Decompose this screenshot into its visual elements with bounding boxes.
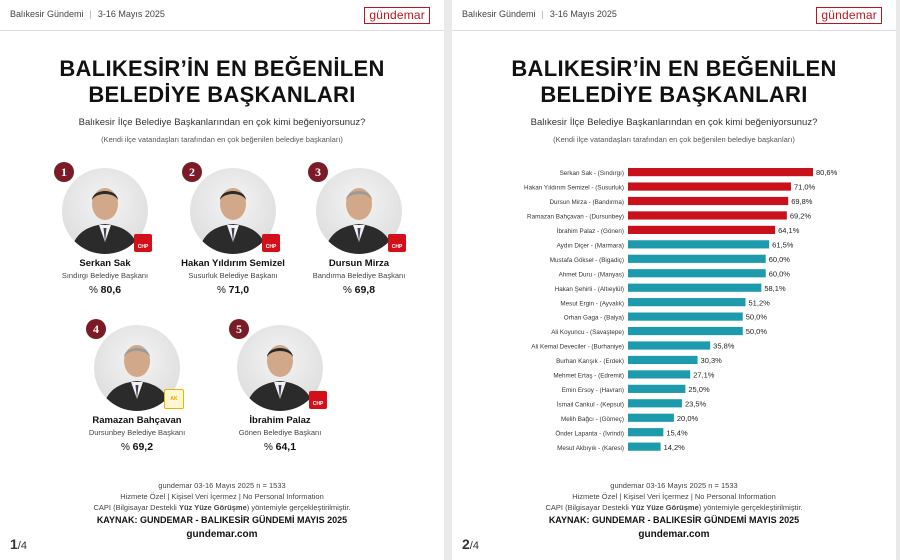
bar — [628, 327, 743, 335]
bar — [628, 182, 791, 190]
bar-category-label: Aydın Diçer - (Marmara) — [556, 242, 624, 250]
mayor-name: Dursun Mirza — [328, 258, 390, 269]
mayor-role: Bandırma Belediye Başkanı — [312, 271, 406, 280]
survey-note: (Kendi ilçe vatandaşları tarafından en çok beğenilen belediye başkanları) — [553, 135, 795, 144]
bar-category-label: Hakan Yıldırım Semizel - (Susurluk) — [524, 184, 624, 192]
chp-logo-icon: CHP — [309, 391, 327, 409]
footer-privacy: Hizmete Özel | Kişisel Veri İçermez | No Personal Information — [120, 492, 324, 501]
mayor-card — [215, 322, 345, 453]
bar — [628, 284, 761, 292]
bar-category-label: Serkan Sak - (Sındırgı) — [559, 170, 624, 178]
mayor-photo — [236, 322, 324, 411]
bar — [628, 240, 769, 248]
bar-category-label: Mesut Akbıyık - (Karesi) — [557, 444, 624, 452]
mayor-score: % 71,0 — [216, 284, 250, 296]
bar-category-label: Melih Bağcı - (Gömeç) — [561, 415, 624, 423]
footer — [0, 480, 444, 540]
bar — [628, 298, 746, 306]
gundemar-logo: gündemar — [364, 7, 430, 24]
bar-value-label: 61,5% — [772, 240, 794, 250]
mayor-name: Ramazan Bahçavan — [92, 415, 182, 426]
mayor-card — [40, 165, 170, 296]
bar-value-label: 23,5% — [684, 399, 707, 409]
bar-value-label: 80,6% — [816, 168, 838, 178]
footer-site[interactable]: gundemar.com — [186, 529, 258, 540]
bar-value-label: 64,1% — [778, 226, 800, 235]
bar — [628, 399, 682, 407]
footer-source: KAYNAK: GUNDEMAR - BALIKESİR GÜNDEMİ MAYIS 2025 — [548, 515, 800, 525]
bar-category-label: Mesut Ergin - (Ayvalık) — [560, 300, 624, 308]
bar-value-label: 15,4% — [666, 428, 688, 438]
bar-chart — [452, 160, 896, 480]
bar-category-label: Önder Lapanta - (İvrindi) — [555, 430, 624, 438]
mayor-role: Gönen Belediye Başkanı — [238, 428, 322, 437]
bar-value-label: 69,8% — [791, 197, 813, 207]
bar-category-label: Orhan Gaga - (Balya) — [563, 314, 624, 322]
bar-category-label: Mustafa Göksel - (Bigadiç) — [549, 256, 624, 264]
bar-value-label: 60,0% — [768, 254, 790, 264]
bar-value-label: 14,2% — [663, 442, 685, 452]
page-title: BALIKESİR’İN EN BEĞENİLEN BELEDİYE BAŞKANLARI — [59, 56, 385, 107]
bar — [628, 255, 766, 263]
bar-value-label: 30,3% — [700, 356, 722, 366]
bar — [628, 414, 674, 422]
mayor-role: Sındırgı Belediye Başkanı — [61, 271, 149, 280]
akp-logo-icon: AK — [164, 389, 184, 409]
footer — [452, 480, 896, 540]
bar-category-label: Dursun Mirza - (Bandırma) — [549, 199, 624, 207]
header-bar — [452, 0, 896, 31]
mayor-score: % 69,2 — [120, 441, 154, 453]
page-1 — [0, 0, 444, 560]
mayor-photo — [93, 322, 180, 411]
footer-source: KAYNAK: GUNDEMAR - BALIKESİR GÜNDEMİ MAYIS 2025 — [96, 515, 348, 525]
chp-logo-icon: CHP — [388, 234, 406, 252]
page-title: BALIKESİR’İN EN BEĞENİLEN BELEDİYE BAŞKANLARI — [511, 56, 837, 107]
bar — [628, 428, 663, 436]
footer-meta: gundemar 03-16 Mayıs 2025 n = 1533 — [158, 481, 286, 490]
bar — [628, 211, 787, 219]
mayor-photo — [61, 165, 149, 254]
rank-badge: 4 — [86, 319, 106, 339]
mayor-score: % 69,8 — [342, 284, 376, 296]
footer-method: CAPI (Bilgisayar Destekli Yüz Yüze Görüşme) yöntemiyle gerçekleştirilmiştir. — [545, 503, 803, 512]
mayor-name: Serkan Sak — [79, 258, 131, 269]
mayor-photo — [189, 165, 277, 254]
rank-badge: 1 — [54, 162, 74, 182]
mayor-role: Susurluk Belediye Başkanı — [188, 271, 278, 280]
gundemar-logo: gündemar — [816, 7, 882, 24]
mayor-photo — [315, 165, 403, 254]
footer-privacy: Hizmete Özel | Kişisel Veri İçermez | No Personal Information — [572, 492, 776, 501]
bar-value-label: 69,2% — [789, 211, 812, 221]
bar-category-label: Mehmet Ertaş - (Edremit) — [553, 372, 624, 380]
header-bar — [0, 0, 444, 31]
bar — [628, 226, 775, 234]
bar — [628, 341, 710, 349]
footer-method: CAPI (Bilgisayar Destekli Yüz Yüze Görüşme) yöntemiyle gerçekleştirilmiştir. — [93, 503, 351, 512]
rank-badge: 2 — [182, 162, 202, 182]
mayor-score: % 80,6 — [88, 284, 122, 296]
bar — [628, 385, 685, 393]
bar-value-label: 50,0% — [745, 327, 768, 337]
bar-category-label: İsmail Cankul - (Kepsut) — [556, 401, 624, 409]
footer-meta: gundemar 03-16 Mayıs 2025 n = 1533 — [610, 481, 738, 490]
mayor-name: İbrahim Palaz — [249, 415, 311, 426]
page-2 — [452, 0, 896, 560]
mayor-card — [168, 165, 298, 296]
survey-question: Balıkesir İlçe Belediye Başkanlarından en çok kimi beğeniyorsunuz? — [530, 117, 818, 128]
page-indicator: 2/4 — [462, 536, 479, 552]
bar — [628, 168, 813, 176]
bar-category-label: Ramazan Bahçavan - (Dursunbey) — [527, 213, 624, 221]
mayor-card — [294, 165, 424, 296]
bar-category-label: Emin Ersoy - (Havran) — [561, 386, 624, 394]
page-indicator: 1/4 — [10, 536, 27, 552]
bar-category-label: Burhan Karışık - (Erdek) — [556, 358, 624, 366]
bar-category-label: Hakan Şehirli - (Altıeylül) — [554, 285, 624, 293]
bar-value-label: 58,1% — [764, 283, 786, 293]
bar — [628, 370, 690, 378]
mayor-name: Hakan Yıldırım Semizel — [181, 258, 285, 269]
footer-site[interactable]: gundemar.com — [638, 529, 710, 540]
mayor-score: % 64,1 — [263, 441, 297, 453]
bar-category-label: Ali Kemal Deveciler - (Burhaniye) — [531, 343, 624, 351]
bar-value-label: 71,0% — [793, 182, 816, 192]
bar-category-label: Ali Koyuncu - (Savaştepe) — [551, 329, 624, 337]
survey-note: (Kendi ilçe vatandaşları tarafından en çok beğenilen belediye başkanları) — [101, 135, 343, 144]
bar-value-label: 25,0% — [688, 384, 710, 394]
bar-value-label: 35,8% — [713, 341, 735, 351]
mayor-card — [72, 322, 202, 453]
header-brand: Balıkesir Gündemi | 3-16 Mayıs 2025 — [462, 9, 617, 19]
bar-value-label: 60,0% — [768, 269, 790, 279]
bar-value-label: 50,0% — [745, 312, 768, 322]
bar — [628, 269, 766, 277]
chp-logo-icon: CHP — [262, 234, 280, 252]
bar-value-label: 27,1% — [693, 370, 715, 380]
bar-value-label: 20,0% — [676, 413, 699, 423]
bar — [628, 313, 743, 321]
bar — [628, 356, 698, 364]
bar — [628, 443, 661, 451]
chp-logo-icon: CHP — [134, 234, 152, 252]
bar-category-label: İbrahim Palaz - (Gönen) — [556, 228, 624, 235]
mayor-role: Dursunbey Belediye Başkanı — [88, 428, 186, 437]
bar-value-label: 51,2% — [748, 298, 770, 308]
rank-badge: 3 — [308, 162, 328, 182]
survey-question: Balıkesir İlçe Belediye Başkanlarından en çok kimi beğeniyorsunuz? — [78, 117, 366, 128]
bar-category-label: Ahmet Duru - (Manyas) — [558, 271, 624, 279]
bar — [628, 197, 788, 205]
rank-badge: 5 — [229, 319, 249, 339]
header-brand: Balıkesir Gündemi | 3-16 Mayıs 2025 — [10, 9, 165, 19]
